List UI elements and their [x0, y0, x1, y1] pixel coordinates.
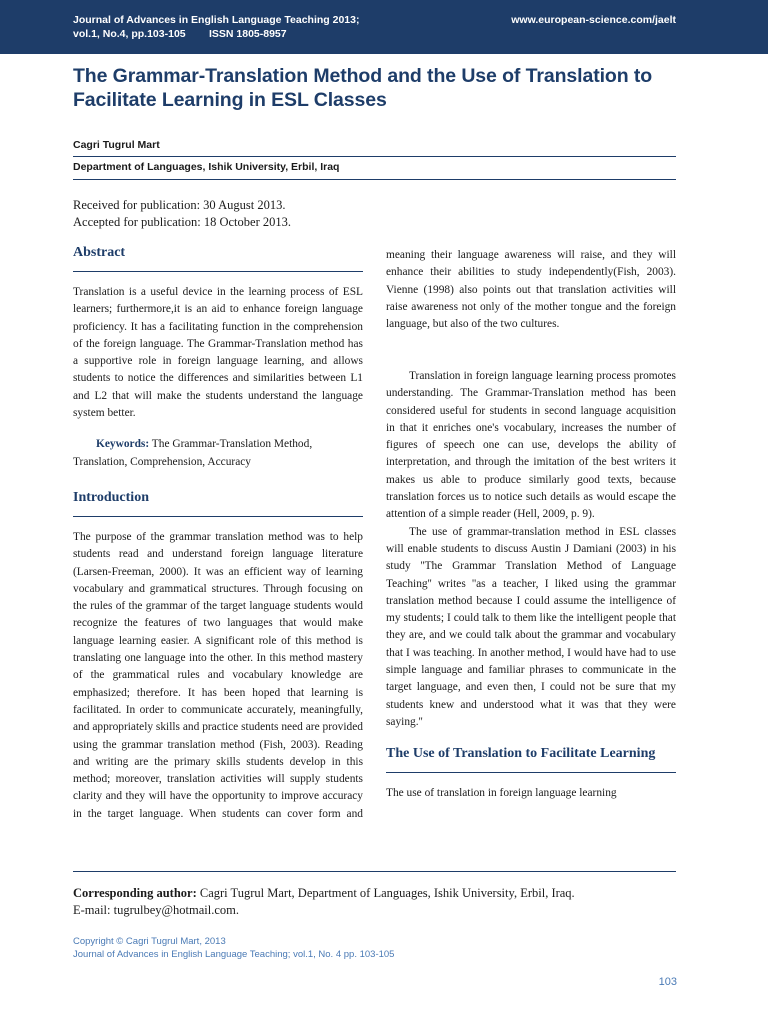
page-number: 103 [658, 976, 677, 988]
accepted-date: Accepted for publication: 18 October 2013. [73, 215, 291, 229]
introduction-paragraph-1 [73, 529, 363, 823]
introduction-divider [73, 516, 363, 517]
received-date: Received for publication: 30 August 2013. [73, 198, 286, 212]
author-email[interactable]: E-mail: tugrulbey@hotmail.com. [73, 903, 239, 917]
corresponding-author-label: Corresponding author: [73, 886, 197, 900]
keywords [73, 436, 363, 471]
journal-header-band [0, 0, 768, 54]
intro-para1-continuation [386, 247, 676, 368]
article-title: The Grammar-Translation Method and the Use of Translation to Facilitate Learning in ESL Classes [73, 65, 653, 111]
journal-volume-issn: vol.1, No.4, pp.103-105 ISSN 1805-8957 [73, 28, 287, 40]
intro-para1-text: The purpose of the grammar translation method was to help students read and understand foreign language literature (Larsen-Freeman, 2000). It was an efficient way of learning vocabulary and grammatical structures. Through focusing on the rules of the grammar of the target language students would recognize the features of two languages that would make language learning easier. A significant role of this method is translating one language into the other. In this method mastery of the grammatical rules and vocabulary knowledge are emphasized; therefore. It has been hoped that learning is facilitated. In order to communicate accurately, meaningfully, and appropriately skills and practice students need are provided using the grammar translation method (Fish, 2003). Reading and writing are the primary skills students develop in this method; moreover, translation activities will supply students clarity and they will have the opportunity to improve accuracy in the target language. When students can cover form and [73, 530, 363, 820]
affiliation-divider [73, 179, 676, 180]
introduction-paragraph-2: Translation in foreign language learning process promotes understanding. The Grammar-Translation method has been considered useful for students in second language acquisition in that it enriches one's vocabulary, increases the number of figures of speech one can use, develops the ability of interpretation, and through the imitation of the best writers it makes us able to produce similarly good texts, because translation forces us to notice such details as would escape the attention of a simple reader (Hell, 2009, p. 9). [386, 370, 676, 521]
intro-para1-overflow: meaning their language awareness will raise, and they will enhance their abilities to study independently(Fish, 2003). Vienne (1998) also points out that translation activities will raise awareness not only of the mother tongue and the foreign language, but also of the two cultures. [386, 249, 676, 331]
abstract-divider [73, 271, 363, 272]
author-name: Cagri Tugrul Mart [73, 139, 160, 151]
keywords-label: Keywords: [96, 438, 150, 451]
translation-section-heading: The Use of Translation to Facilitate Learning [386, 746, 656, 762]
abstract-heading: Abstract [73, 245, 126, 260]
author-affiliation: Department of Languages, Ishik University, Erbil, Iraq [73, 161, 340, 173]
right-column [386, 247, 676, 803]
journal-reference: Journal of Advances in English Language Teaching; vol.1, No. 4 pp. 103-105 [73, 949, 395, 960]
journal-website[interactable]: www.european-science.com/jaelt [511, 14, 676, 26]
corresponding-author-details: Cagri Tugrul Mart, Department of Languages, Ishik University, Erbil, Iraq. [196, 886, 575, 900]
copyright-block [73, 935, 394, 961]
corresponding-author-note [73, 885, 575, 919]
journal-citation [73, 13, 359, 41]
keywords-list: The Grammar-Translation Method, Translation, Comprehension, Accuracy [73, 438, 313, 468]
left-column [73, 244, 363, 823]
introduction-heading: Introduction [73, 489, 149, 505]
publication-dates [73, 197, 291, 231]
introduction-paragraph-3: The use of grammar-translation method in ESL classes will enable students to discuss Austin J Damiani (2003) in his study ''The Grammar Translation Method of Language Teaching'' writes ''as a teacher, I liked using the grammar translation method because I could assume the intelligence of my students; I could talk to them like the intelligent people that they are, and we could talk about the grammar and vocabulary that I was teaching. In another method, I would have had to use simple language and familiar phrases to communicate in the target language, and even then, I could not be sure that my students knew and understood what it was that they were saying.'' [386, 525, 676, 728]
journal-name: Journal of Advances in English Language Teaching 2013; [73, 14, 360, 26]
copyright-text: Copyright © Cagri Tugrul Mart, 2013 [73, 936, 226, 947]
author-divider [73, 156, 676, 157]
footnote-divider [73, 871, 676, 872]
translation-section-divider [386, 772, 676, 773]
abstract-text: Translation is a useful device in the learning process of ESL learners; furthermore,it is an aid to enhance foreign language proficiency. It has a facilitating function in the comprehension of the foreign language. The Grammar-Translation method has a supportive role in foreign language learning, and allows students to notice the differences and similarities between L1 and L2 that will make the students understand the language system better. [73, 286, 363, 420]
translation-section-paragraph: The use of translation in foreign language learning [386, 787, 617, 800]
